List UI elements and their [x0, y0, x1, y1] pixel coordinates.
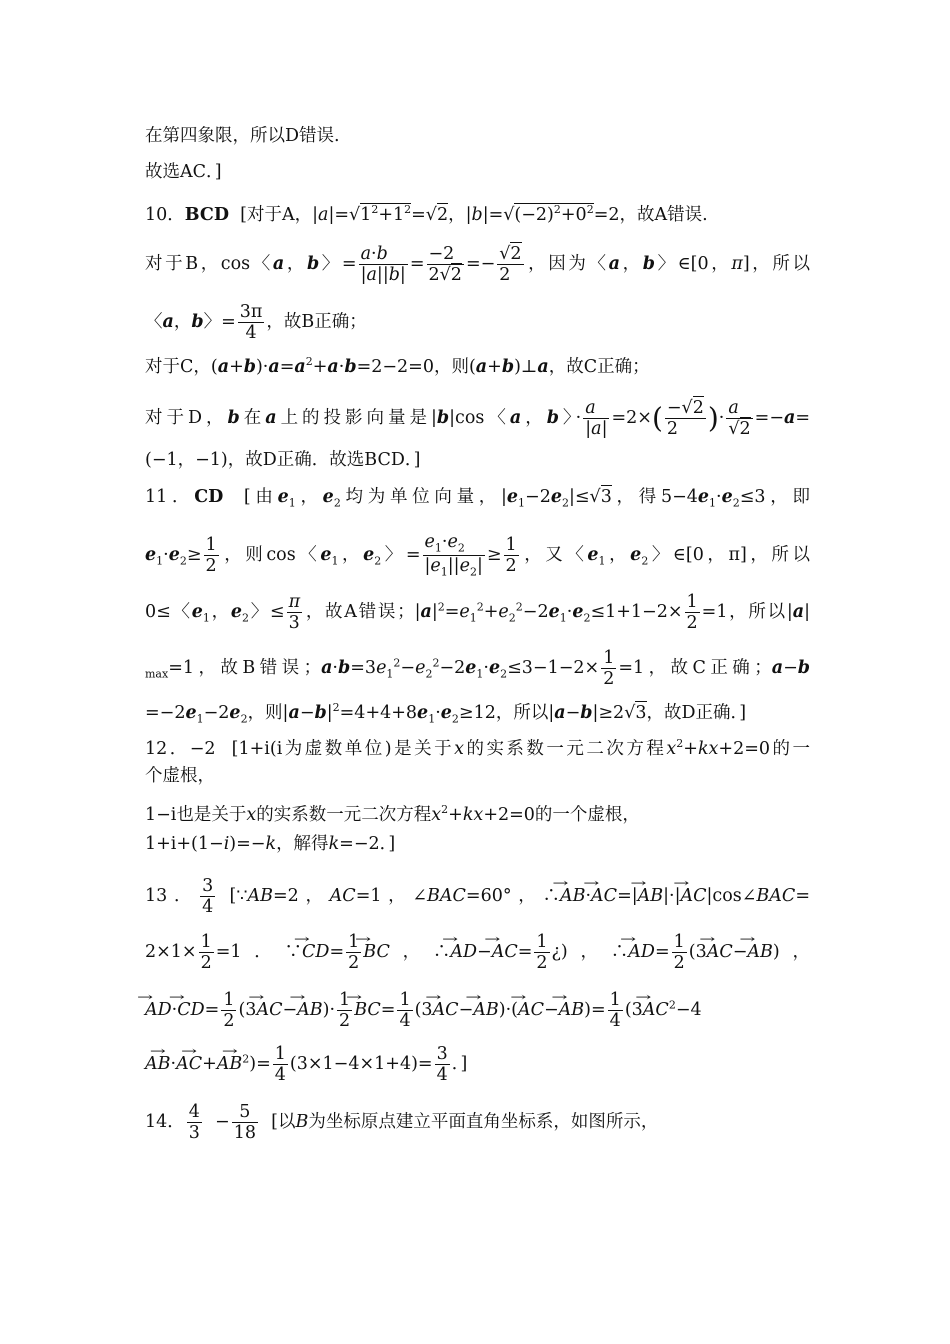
- line-5: 对于C，$(a+b)\cdot a=a^2+a\cdot b=2-2=0$，则(a+b)⊥a，故C正确；: [145, 355, 650, 377]
- line-19: → AD·→ CD= $\frac{1}{2}$ (3→ AC−→ AB)· $\frac{1}{2}$ → BC= $\frac{1}{4}$ (3→ AC−→ AB)·(→ AC−→ AB)= $\frac{1}{4}$ ($3\to AC^2-4$: [145, 990, 810, 1031]
- line-9: $e_1\cdot e_2\ge$ $\frac{1}{2}$ ，则cos〈$e_1$，$e_2$〉= $\frac{e_1\cdot e_2}{|e_1||e_2|}$ ≥ $\frac{1}{2}$ ，又〈$e_1$，$e_2$〉∈[0，π]，所以: [145, 532, 810, 579]
- line-16: 1+i+(1−i)=−k，解得k=−2．]: [145, 834, 396, 854]
- line-4: 〈a，b〉= $\frac{3\pi}{4}$ ，故B正确；: [145, 302, 367, 344]
- line-3: 对于B，cos〈a，b〉= $\frac{a\cdot b}{|a||b|}$ = $\frac{-2}{2√2}$ =− $\frac{√2}{2}$ ，因为〈a，b〉∈[0，π]，所以: [145, 244, 811, 286]
- line-14: 个虚根，: [145, 766, 215, 786]
- line-13: 12．−2 [1+i(i为虚数单位)是关于x的实系数一元二次方程$x^2+kx+2=0$的一: [145, 737, 811, 759]
- line-21: 14． $\frac{4}{3}$ − $\frac{5}{18}$ [以B为坐标原点建立平面直角坐标系，如图所示，: [145, 1102, 659, 1144]
- line-0: 在第四象限，所以D错误.: [145, 126, 340, 146]
- line-1: 故选AC．]: [145, 162, 222, 182]
- line-7: (−1，−1)，故D正确．故选BCD．]: [145, 450, 421, 470]
- line-20: → $AB\cdot\to AC+\to AB^2)=$ $\frac{1}{4}$ (3×1−4×1+4)= $\frac{3}{4}$ ．]: [145, 1044, 810, 1085]
- line-10: 0≤〈$e_1$，$e_2$〉≤ $\frac{\pi}{3}$ ，故A错误；$|a|^2=e_1^2+e_2^2-2e_1\cdot e_2\le 1+1-2\times$ $\frac{1}{2}$ =1，所以|a|: [145, 592, 810, 634]
- line-8: 11．CD [由$e_1$，$e_2$均为单位向量，$|e_1-2e_2|\le√3$，得$5-4e_1\cdot e_2\le 3$，即: [145, 487, 810, 510]
- line-15: 1−i也是关于x的实系数一元二次方程$x^2+kx+2=0$的一个虚根，: [145, 803, 640, 825]
- line-6: 对于D，b在a上的投影向量是|b|cos〈a，b〉· $\frac{a}{|a|}$ =2×( $\frac{-√2}{2}$ )· $\frac{a}{√2}$ =−a=: [145, 398, 811, 440]
- line-12: $=-2e_1-2e_2$，则$|a-b|^2=4+4+8e_1\cdot e_2\ge 12$，所以|a−b|≥2√3，故D正确．]: [145, 701, 747, 726]
- line-2: 10．BCD [对于A，$|a|=√1^2+1^2=√2$，$|b|=√(-2)^2+0^2=2$，故A错误.: [145, 203, 708, 225]
- line-11: $_{max}$=1，故B错误；$a\cdot b=3e_1^2-e_2^2-2e_1\cdot e_2\le 3-1-2\times$ $\frac{1}{2}$ =1，故C正确；a−b: [145, 648, 810, 690]
- line-17: 13． $\frac{3}{4}$ [∵AB=2，AC=1，∠BAC=60°，∴→ AB·→ AC=|→ AB|·|→ AC|cos∠BAC=: [145, 876, 810, 917]
- line-18: 2×1× $\frac{1}{2}$ =1．∵→ CD= $\frac{1}{2}$ → BC，∴→ AD−→ AC= $\frac{1}{2}$ ¿)，∴→ AD= $\frac{1}{2}$ (3→ AC−→ AB)，: [145, 932, 810, 973]
